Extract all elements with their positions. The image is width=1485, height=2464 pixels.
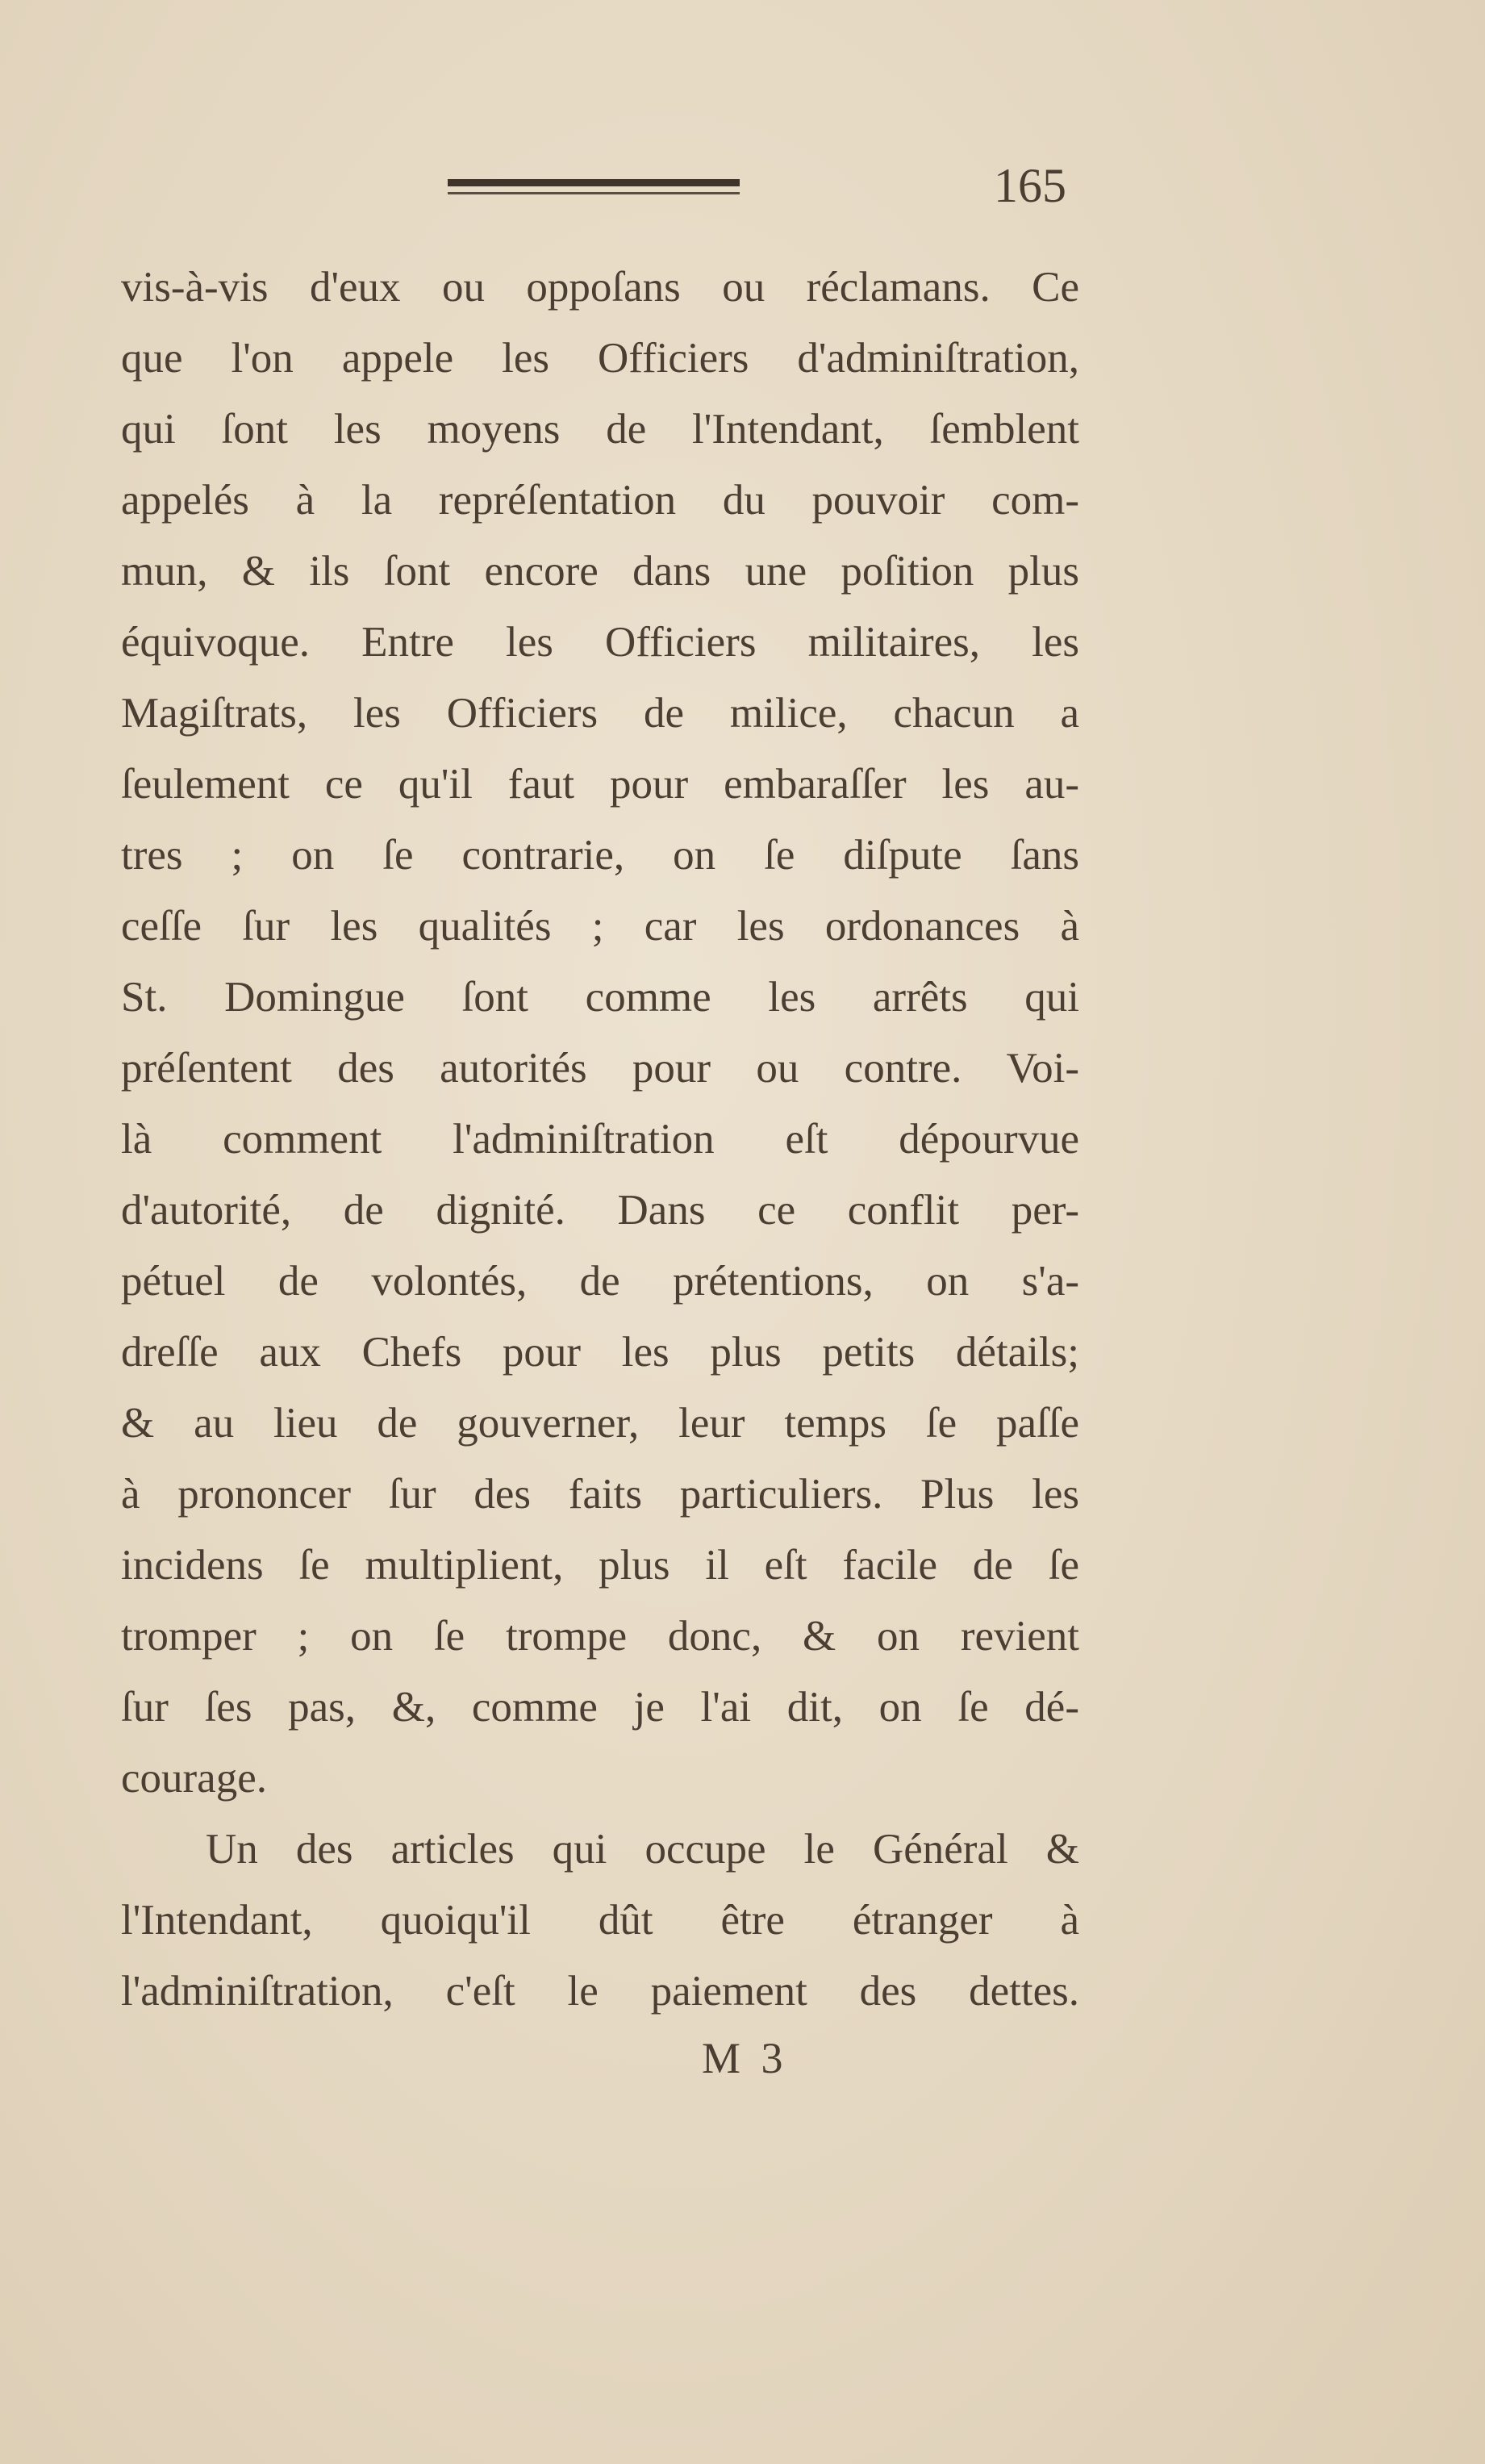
- text-line: l'Intendant, quoiqu'il dût être étranger à: [121, 1897, 1079, 1944]
- text-line: incidens ſe multiplient, plus il eſt facile de ſe: [121, 1542, 1079, 1589]
- body-text: [121, 252, 1079, 2027]
- text-line: St. Domingue ſont comme les arrêts qui: [121, 974, 1079, 1021]
- text-line: ſeulement ce qu'il faut pour embaraſſer les au-: [121, 761, 1079, 808]
- text-line: appelés à la repréſentation du pouvoir com-: [121, 477, 1079, 524]
- text-line: ceſſe ſur les qualités ; car les ordonances à: [121, 903, 1079, 950]
- header-rule-thick: [448, 179, 740, 186]
- text-line: tromper ; on ſe trompe donc, & on revient: [121, 1613, 1079, 1660]
- text-line: dreſſe aux Chefs pour les plus petits détails;: [121, 1329, 1079, 1376]
- text-line: préſentent des autorités pour ou contre. Voi-: [121, 1045, 1079, 1092]
- page-number: 165: [994, 159, 1066, 212]
- text-line: qui ſont les moyens de l'Intendant, ſemblent: [121, 406, 1079, 453]
- text-line: Un des articles qui occupe le Général &: [206, 1826, 1079, 1873]
- text-line: mun, & ils ſont encore dans une poſition plus: [121, 548, 1079, 595]
- text-line: tres ; on ſe contrarie, on ſe diſpute ſans: [121, 832, 1079, 879]
- text-line: que l'on appele les Officiers d'adminiſtration,: [121, 335, 1079, 382]
- printer-signature-mark: M 3: [702, 2034, 788, 2082]
- text-line: courage.: [121, 1755, 267, 1802]
- text-line: Magiſtrats, les Officiers de milice, chacun a: [121, 690, 1079, 737]
- text-line: vis-à-vis d'eux ou oppoſans ou réclamans. Ce: [121, 264, 1079, 311]
- text-line: & au lieu de gouverner, leur temps ſe paſſe: [121, 1400, 1079, 1447]
- header-rule-thin: [448, 192, 740, 194]
- text-line: à prononcer ſur des faits particuliers. Plus les: [121, 1471, 1079, 1518]
- header-rule: [448, 179, 740, 194]
- text-line: l'adminiſtration, c'eſt le paiement des dettes.: [121, 1968, 1079, 2015]
- text-line: pétuel de volontés, de prétentions, on s'a-: [121, 1258, 1079, 1305]
- text-line: équivoque. Entre les Officiers militaires, les: [121, 619, 1079, 666]
- text-line: là comment l'adminiſtration eſt dépourvue: [121, 1116, 1079, 1163]
- text-line: d'autorité, de dignité. Dans ce conflit per-: [121, 1187, 1079, 1234]
- text-line: ſur ſes pas, &, comme je l'ai dit, on ſe dé-: [121, 1684, 1079, 1731]
